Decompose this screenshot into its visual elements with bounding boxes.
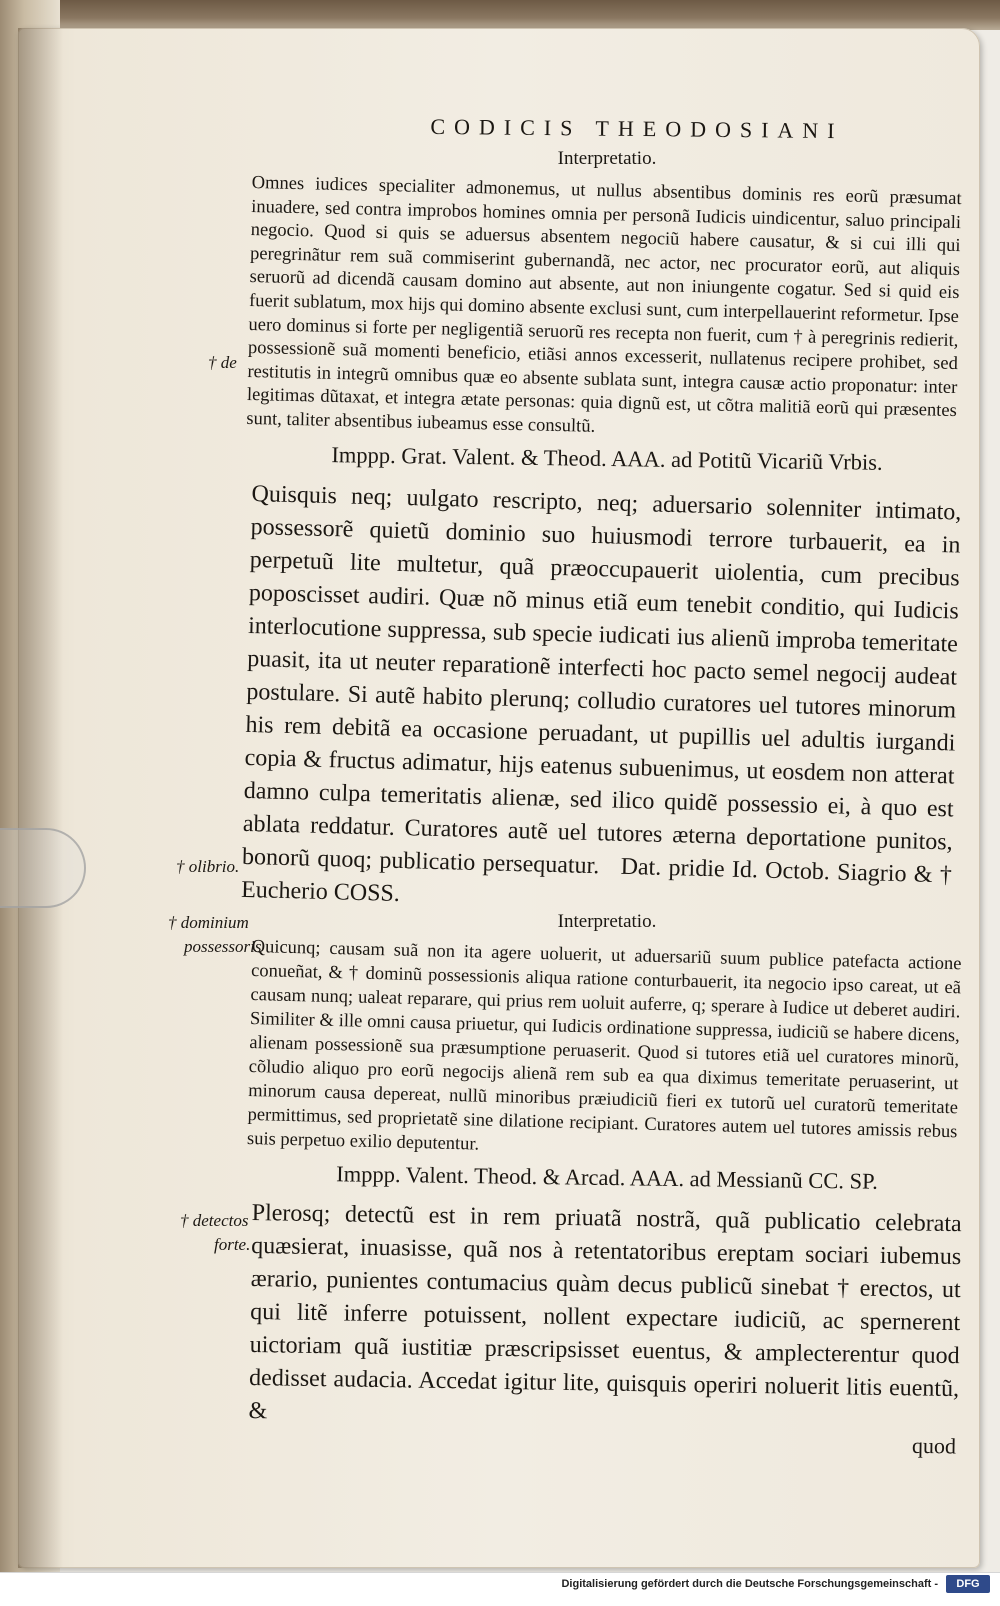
law-text-2: Plerosq; detectũ est in rem priuatã nostrã, quã publicatio celebrata quæsierat, inuasisse, quã nos à retentatoribus ereptam sociari iubemus ærario, punientes contumacius quàm decus publicũ sinebat † erectos, ut qui litẽ inferre potuissent, nollent expectare iudiciũ, ac spernerent uictoriam quã iustitiæ præscripsisset euentus, & amplecterentur quod dedisset audacia. Accedat igitur lite, quisquis operiri noluerit litis euentũ, & <box>248 1199 962 1424</box>
law-heading-1: Imppp. Grat. Valent. & Theod. AAA. ad Potitũ Vicariũ Vrbis. <box>331 441 883 475</box>
margin-note: † olibrio. <box>176 857 240 876</box>
margin-note: † de <box>208 353 237 372</box>
funding-notice: Digitalisierung gefördert durch die Deutsche Forschungsgemeinschaft - <box>561 1578 938 1590</box>
catchword: quod <box>911 1432 957 1459</box>
running-head: CODICIS THEODOSIANI <box>430 113 844 144</box>
interpretatio-caption-2: Interpretatio. <box>557 910 657 932</box>
gutter-shadow <box>18 28 63 1568</box>
margin-note: † dominium <box>168 913 249 932</box>
law-heading-2: Imppp. Valent. Theod. & Arcad. AAA. ad Messianũ CC. SP. <box>336 1160 878 1194</box>
interpretatio-text-1: Omnes iudices specialiter admonemus, ut nullus absentibus dominis res eorũ præsumat inuadere, sed contra improbos homines omnia per personã Iudicis uindicentur, saluo principali negocio. Quod si quis se aduersus absentem negociũ habere causatur, & si cui illi qui peregrinãtur rem suã commiserint gubernandã, nec actor, nec procurator eorũ, aut aliquis seruorũ ad dicendã causam domino aut absente, aut non iniungente cogatur. Sed si quid eis fuerit sublatum, mox hijs qui domino absente exclusi sunt, cum interpellauerint reformetur. Ipse uero dominus si forte per negligentiã seruorũ res recepta non fuerit, cum † à peregrinis redierit, possessionẽ suã momenti beneficio, etiãsi annos excesserit, nullatenus recipere prohibet, sed restitutis in integrũ omnibus quæ eo absente sublata sunt, integra causæ actio proponatur: inter legitimas dũtaxat, et integra ætate personas: quia dignũ est, ut cõtra malitiã eorũ qui præsentes sunt, taliter absentibus iubeamus esse consultũ. <box>246 172 962 437</box>
paper-clip <box>0 828 86 908</box>
margin-note: possessoris <box>184 937 262 956</box>
text-block <box>240 113 962 1459</box>
law-body-1: Quisquis neq; uulgato rescripto, neq; aduersario solenniter intimato, possessorẽ quietũ dominio suo huiusmodi terrore turbauerit, ea in perpetuũ lite multetur, quã præoccupauerit uiolentia, cum precibus poposcisset audiri. Quæ nõ minus etiã eum tenebit conditio, qui Iudicis interlocutione suppressa, sub specie iudicati ius alienũ improba temeritate puasit, ita ut neuter reparationẽ interfecti hoc pacto semel negocij audeat postulare. Si autẽ habito plerunq; colludio curatores uel tutores minorum his rem debitã ea occasione peruadant, ut pupillis uel adultis iurgandi copia & fructus adimatur, hijs eatenus subuenimus, ut eosdem non atterat damno culpa temeritatis alienæ, sed ilico quidẽ possessio ei, à quo est ablata reddatur. Curatores autẽ uel tutores æterna deportatione punitos, bonorũ quoq; publicatio persequatur. <box>241 480 962 879</box>
margin-note: † detectos <box>180 1211 249 1230</box>
interpretatio-caption-1: Interpretatio. <box>557 148 657 169</box>
law-date-1: Dat. pridie Id. Octob. Siagrio & † Eucherio COSS. <box>240 853 953 907</box>
interpretatio-text-2: Quicunq; causam suã non ita agere uoluerit, ut aduersariũ suum publice patefacta actione conueñat, & † dominũ possessionis aliqua ratione conturbauerit, ita negocio ipso careat, ut eã causam nunq; ualeat reparare, qui prius rem uoluit auferre, q; sperare à Iudice ut deberet audiri. Similiter & ille omni causa priuetur, qui Iudicis ordinatione suppressa, iudiciũ se habere dicens, alienam possessionẽ sua præsumptione peruaserit. Quod si tutores etiã uel curatores minorũ, cõludio aliquo pro eorũ negocijs alienã rem sub ea qua diximus temeritate peruaserint, ut minorum causa depereat, nullũ minoribus præiudiciũ fieri ex tutorũ uel curatorũ temeritate permittimus, sed proprietatẽ sine dilatione recipiant. Curatores autem uel tutores amissis rebus suis perpetuo exilio deputentur. <box>246 936 962 1155</box>
dfg-logo: DFG <box>946 1575 990 1593</box>
margin-note: forte. <box>214 1235 251 1254</box>
law-text-1 <box>241 478 962 925</box>
book-top-edge <box>0 0 1000 30</box>
